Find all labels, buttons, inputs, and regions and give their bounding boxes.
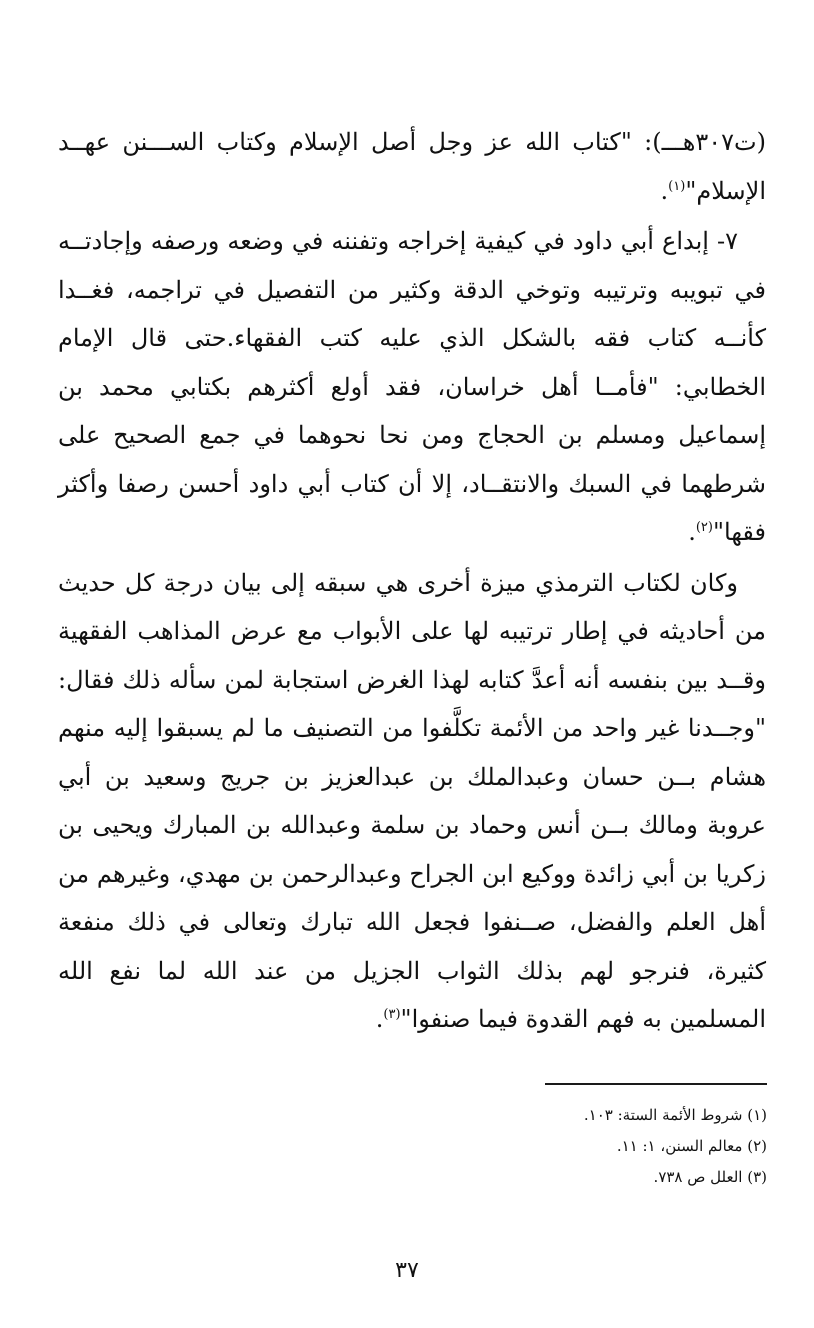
footnote-2: (٢) معالم السنن، ١: ١١. <box>616 1137 767 1155</box>
footnotes <box>400 1100 767 1193</box>
footnote-reference: (٣) <box>383 1007 401 1022</box>
footnote-reference: (١) <box>668 178 686 194</box>
paragraph-text: ٧- إبداع أبي داود في كيفية إخراجه وتفننه في وضعه ورصفه وإجادتــه في تبويبه وترتيبه وتوخي الدقة وكثير من التفصيل في تراجمه، فغــدا كأنــه كتاب فقه بالشكل الذي عليه كتب الفقهاء.حتى قال الإمام الخطابي: "فأمــا أهل خراسان، فقد أولع أكثرهم بكتابي محمد بن إسماعيل ومسلم بن الحجاج ومن نحا نحوهما في جمع الصحيح على شرطهما في السبك والانتقــاد، إلا أن كتاب أبي داود أحسن رصفا وأكثر فقها" <box>58 227 766 546</box>
page-number: ٣٧ <box>395 1258 419 1283</box>
paragraph-end: . <box>660 176 669 205</box>
paragraph-end: . <box>688 518 696 546</box>
main-text <box>58 118 766 1044</box>
paragraph-text: وكان لكتاب الترمذي ميزة أخرى هي سبقه إلى بيان درجة كل حديث من أحاديثه في إطار ترتيبه لها على الأبواب مع عرض المذاهب الفقهية وقــد بين بنفسه أنه أعدَّ كتابه لهذا الغرض استجابة لمن سأله ذلك فقال: "وجــدنا غير واحد من الأئمة تكلَّفوا من التصنيف ما لم يسبقوا إليه منهم هشام بــن حسان وعبدالملك بن عبدالعزيز بن جريج وسعيد بن أبي عروبة ومالك بــن أنس وحماد بن سلمة وعبدالله بن المبارك ويحيى بن زكريا بن أبي زائدة ووكيع ابن الجراح وعبدالرحمن بن مهدي، وغيرهم من أهل العلم والفضل، صــنفوا فجعل الله تبارك وتعالى في ذلك منفعة كثيرة، فنرجو لهم بذلك الثواب الجزيل من عند الله لما نفع الله المسلمين به فهم القدوة فيما صنفوا" <box>58 568 766 1033</box>
footnote-1: (١) شروط الأئمة الستة: ١٠٣. <box>583 1106 767 1124</box>
paragraph-tirmidhi <box>58 559 766 1044</box>
paragraph-continuation <box>58 118 766 215</box>
footnote-separator <box>545 1083 767 1085</box>
footnote-3: (٣) العلل ص ٧٣٨. <box>653 1168 767 1186</box>
footnote-reference: (٢) <box>695 520 713 535</box>
paragraph-text: (ت٣٠٧هـــ): "كتاب الله عز وجل أصل الإسلام وكتاب الســـنن عهــد الإسلام" <box>58 128 766 205</box>
paragraph-item-7 <box>58 217 766 557</box>
paragraph-end: . <box>375 1005 384 1033</box>
